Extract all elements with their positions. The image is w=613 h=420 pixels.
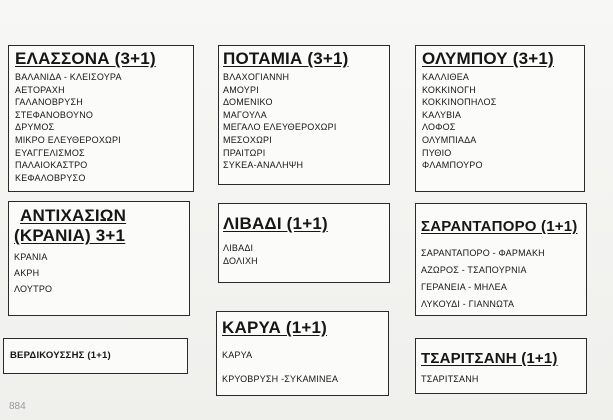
box-elassona <box>8 45 194 192</box>
list-item: ΠΥΘΙΟ <box>422 147 452 158</box>
box-title: ΒΕΡΔΙΚΟΥΣΣΗΣ (1+1) <box>10 350 111 361</box>
list-item: ΟΛΥΜΠΙΑΔΑ <box>422 134 477 145</box>
list-item: ΚΑΛΛΙΘΕΑ <box>422 72 470 82</box>
list-item: ΠΑΛΑΙΟΚΑΣΤΡΟ <box>15 160 88 171</box>
box-title: ΤΣΑΡΙΤΣΑΝΗ (1+1) <box>421 350 558 367</box>
list-item: ΚΟΚΚΙΝΟΠΗΛΟΣ <box>422 97 497 108</box>
box-title: ΟΛΥΜΠΟΥ (3+1) <box>422 49 554 68</box>
list-item: ΣΤΕΦΑΝΟΒΟΥΝΟ <box>15 109 94 120</box>
list-item: ΑΚΡΗ <box>14 268 40 278</box>
list-item: ΑΕΤΟΡΑΧΗ <box>15 84 65 95</box>
box-title: ΠΟΤΑΜΙΑ (3+1) <box>223 49 349 68</box>
list-item: ΠΡΑΙΤΩΡΙ <box>223 147 266 158</box>
list-item: ΚΑΡΥΑ <box>222 350 253 360</box>
list-item: ΒΑΛΑΝΙΔΑ - ΚΛΕΙΣΟΥΡΑ <box>15 72 122 82</box>
box-title: ΕΛΑΣΣΟΝΑ (3+1) <box>15 49 156 68</box>
box-title: ΛΙΒΑΔΙ (1+1) <box>223 214 328 233</box>
page-number: 884 <box>9 401 26 412</box>
box-livadi <box>218 203 390 283</box>
village-list <box>421 245 581 313</box>
list-item: ΜΕΣΟΧΩΡΙ <box>223 134 272 145</box>
box-olympou <box>415 45 585 192</box>
village-list <box>223 71 385 172</box>
list-item: ΛΟΥΤΡΟ <box>14 284 53 294</box>
box-karya <box>216 311 389 396</box>
list-item: ΚΑΛΥΒΙΑ <box>422 109 462 120</box>
list-item: ΑΜΟΥΡΙ <box>223 84 259 95</box>
box-verdikoussis <box>3 338 188 374</box>
village-list <box>222 349 383 385</box>
list-item: ΜΕΓΑΛΟ ΕΛΕΥΘΕΡΟΧΩΡΙ <box>223 122 337 133</box>
village-list <box>422 71 578 172</box>
list-item: ΣΑΡΑΝΤΑΠΟΡΟ - ΦΑΡΜΑΚΗ <box>421 248 545 258</box>
list-item: ΛΥΚΟΥΔΙ - ΓΙΑΝΝΩΤΑ <box>421 299 515 309</box>
village-list <box>223 242 385 267</box>
list-item: ΒΛΑΧΟΓΙΑΝΝΗ <box>223 72 290 82</box>
list-item: ΔΟΜΕΝΙΚΟ <box>223 97 273 108</box>
box-tsaritsani <box>415 338 587 394</box>
list-item: ΓΕΡΑΝΕΙΑ - ΜΗΛΕΑ <box>421 282 508 292</box>
list-item: ΚΕΦΑΛΟΒΡΥΣΟ <box>15 172 86 183</box>
box-antichasion <box>8 201 190 316</box>
list-item: ΣΥΚΕΑ-ΑΝΑΛΗΨΗ <box>223 160 304 171</box>
village-list <box>14 249 184 297</box>
list-item: ΜΙΚΡΟ ΕΛΕΥΘΕΡΟΧΩΡΙ <box>15 134 121 145</box>
list-item: ΤΣΑΡΙΤΣΑΝΗ <box>421 374 479 384</box>
list-item: ΦΛΑΜΠΟΥΡΟ <box>422 160 483 171</box>
list-item: ΛΟΦΟΣ <box>422 122 456 133</box>
list-item: ΛΙΒΑΔΙ <box>223 243 254 253</box>
list-item: ΚΡΑΝΙΑ <box>14 252 48 262</box>
village-list <box>15 71 187 184</box>
list-item: ΜΑΓΟΥΛΑ <box>223 109 267 120</box>
box-title-line-1: ΑΝΤΙΧΑΣΙΩΝ <box>20 206 127 225</box>
list-item: ΚΟΚΚΙΝΟΓΗ <box>422 84 476 95</box>
list-item: ΑΖΩΡΟΣ - ΤΣΑΠΟΥΡΝΙΑ <box>421 265 527 275</box>
box-title-line-2: (ΚΡΑΝΙΑ) 3+1 <box>14 226 126 245</box>
box-sarantaporo <box>415 203 587 316</box>
box-title: ΣΑΡΑΝΤΑΠΟΡΟ (1+1) <box>421 218 578 235</box>
list-item: ΕΥΑΓΓΕΛΙΣΜΟΣ <box>15 147 85 158</box>
list-item: ΔΟΛΙΧΗ <box>223 255 258 266</box>
box-title: ΚΑΡΥΑ (1+1) <box>222 318 328 337</box>
box-potamia <box>218 45 390 185</box>
list-item: ΔΡΥΜΟΣ <box>15 122 55 133</box>
list-item: ΚΡΥΟΒΡΥΣΗ -ΣΥΚΑΜΙΝΕΑ <box>222 373 339 384</box>
village-list <box>421 373 581 386</box>
list-item: ΓΑΛΑΝΟΒΡΥΣΗ <box>15 97 83 108</box>
